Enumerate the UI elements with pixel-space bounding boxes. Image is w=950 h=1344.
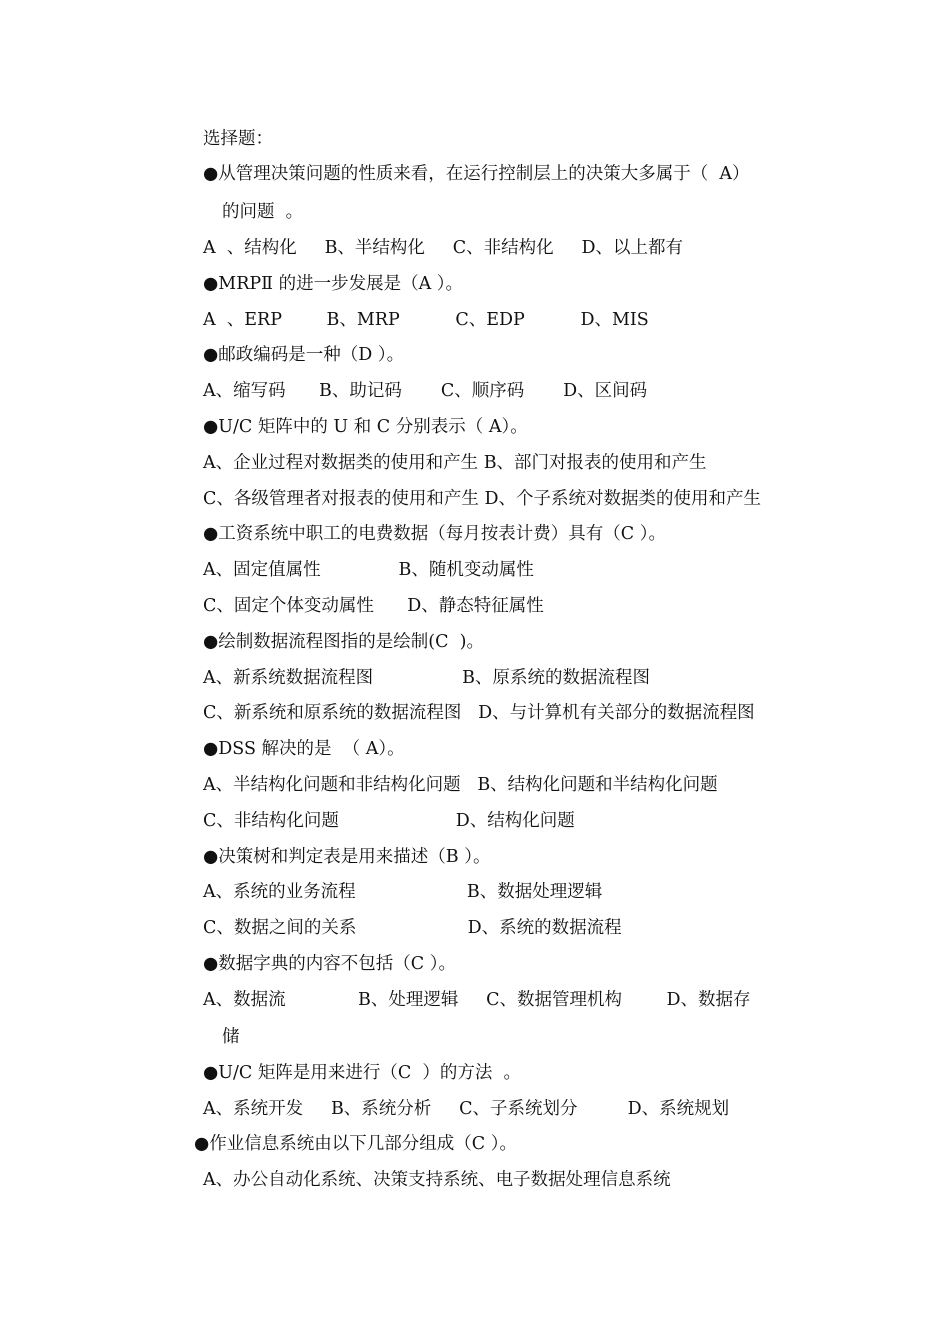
- option-line: A、系统开发 B、系统分析 C、子系统划分 D、系统规划: [203, 1099, 730, 1119]
- question-text: ●绘制数据流程图指的是绘制(C )。: [203, 632, 484, 652]
- question-text: ●DSS 解决的是 （ A）。: [203, 739, 405, 759]
- option-line: A、数据流 B、处理逻辑 C、数据管理机构 D、数据存: [203, 990, 751, 1010]
- section-heading: 选择题：: [203, 129, 273, 149]
- option-line: A、新系统数据流程图 B、原系统的数据流程图: [203, 668, 651, 688]
- option-line: C、各级管理者对报表的使用和产生 D、个子系统对数据类的使用和产生: [203, 489, 761, 509]
- question-text: ●MRPⅡ 的进一步发展是（A ）。: [203, 274, 464, 294]
- option-line: A、系统的业务流程 B、数据处理逻辑: [203, 882, 603, 902]
- option-line: C、新系统和原系统的数据流程图 D、与计算机有关部分的数据流程图: [203, 703, 755, 723]
- option-line: C、固定个体变动属性 D、静态特征属性: [203, 596, 544, 616]
- option-line: A、办公自动化系统、决策支持系统、电子数据处理信息系统: [203, 1170, 671, 1190]
- option-line: 储: [222, 1027, 240, 1047]
- question-text: ●U/C 矩阵中的 U 和 C 分别表示（ A）。: [203, 417, 528, 437]
- question-text: ●数据字典的内容不包括（C ）。: [203, 954, 456, 974]
- question-text: ●工资系统中职工的电费数据（每月按表计费）具有（C ）。: [203, 524, 666, 544]
- question-text: ●作业信息系统由以下几部分组成（C ）。: [194, 1134, 517, 1154]
- question-text: 的问题 。: [222, 202, 304, 222]
- question-text: ●从管理决策问题的性质来看，在运行控制层上的决策大多属于（ A）: [203, 164, 750, 184]
- question-text: ●决策树和判定表是用来描述（B ）。: [203, 847, 491, 867]
- option-line: C、数据之间的关系 D、系统的数据流程: [203, 918, 622, 938]
- option-line: A 、结构化 B、半结构化 C、非结构化 D、以上都有: [203, 238, 683, 258]
- option-line: A、半结构化问题和非结构化问题 B、结构化问题和半结构化问题: [203, 775, 718, 795]
- option-line: A 、ERP B、MRP C、EDP D、MIS: [203, 310, 649, 330]
- question-text: ●邮政编码是一种（D ）。: [203, 345, 405, 365]
- option-line: A、固定值属性 B、随机变动属性: [203, 560, 534, 580]
- question-text: ●U/C 矩阵是用来进行（C ）的方法 。: [203, 1063, 522, 1083]
- option-line: A、企业过程对数据类的使用和产生 B、部门对报表的使用和产生: [203, 453, 707, 473]
- option-line: A、缩写码 B、助记码 C、顺序码 D、区间码: [203, 381, 648, 401]
- option-line: C、非结构化问题 D、结构化问题: [203, 811, 575, 831]
